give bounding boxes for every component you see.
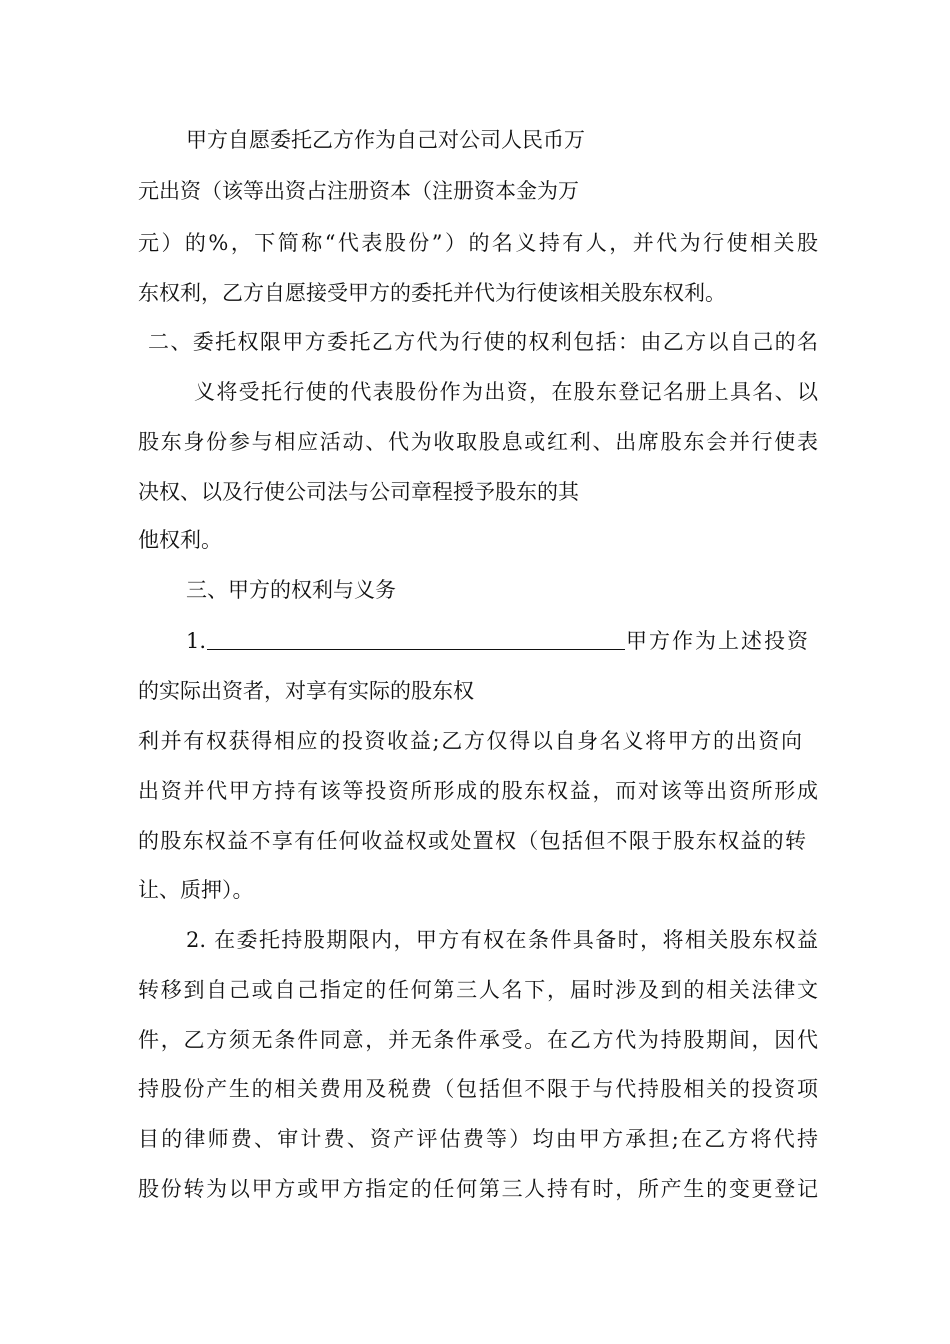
item-number: 1. xyxy=(186,629,207,653)
paragraph-line: 他权利。 xyxy=(138,528,222,552)
paragraph-line: 转移到自己或自己指定的任何第三人名下，届时涉及到的相关法律文 xyxy=(138,978,818,1002)
paragraph-line: 目的律师费、审计费、资产评估费等）均由甲方承担;在乙方将代持 xyxy=(138,1127,818,1151)
numbered-item-line xyxy=(186,627,810,655)
paragraph-line: 让、质押）。 xyxy=(138,878,254,902)
paragraph-line: 决权、以及行使公司法与公司章程授予股东的其 xyxy=(138,480,579,504)
paragraph-line: 件，乙方须无条件同意，并无条件承受。在乙方代为持股期间，因代 xyxy=(138,1028,818,1052)
paragraph-line: 义将受托行使的代表股份作为出资，在股东登记名册上具名、以 xyxy=(194,380,818,404)
paragraph-line: 持股份产生的相关费用及税费（包括但不限于与代持股相关的投资项 xyxy=(138,1077,818,1101)
paragraph-line: 出资并代甲方持有该等投资所形成的股东权益，而对该等出资所形成 xyxy=(138,779,818,803)
paragraph-line: 元）的%，下简称“代表股份”）的名义持有人，并代为行使相关股 xyxy=(138,231,818,255)
section-heading: 三、甲方的权利与义务 xyxy=(186,578,396,602)
paragraph-line: 利并有权获得相应的投资收益;乙方仅得以自身名义将甲方的出资向 xyxy=(138,729,802,753)
paragraph-line: 的实际出资者，对享有实际的股东权 xyxy=(138,679,474,703)
paragraph-line: 的股东权益不享有任何收益权或处置权（包括但不限于股东权益的转 xyxy=(138,829,806,853)
section-heading-line: 二、委托权限甲方委托乙方代为行使的权利包括：由乙方以自己的名 xyxy=(148,330,818,354)
numbered-item-line: 2. 在委托持股期限内，甲方有权在条件具备时，将相关股东权益 xyxy=(186,928,818,952)
paragraph-line: 元出资（该等出资占注册资本（注册资本金为万 xyxy=(138,179,579,203)
fill-in-blank xyxy=(207,627,625,650)
paragraph-line: 东权利，乙方自愿接受甲方的委托并代为行使该相关股东权利。 xyxy=(138,281,726,305)
item-text: 甲方作为上述投资 xyxy=(626,629,811,653)
paragraph-line: 股东身份参与相应活动、代为收取股息或红利、出席股东会并行使表 xyxy=(138,430,818,454)
paragraph-line: 甲方自愿委托乙方作为自己对公司人民币万 xyxy=(186,128,585,152)
paragraph-line: 股份转为以甲方或甲方指定的任何第三人持有时，所产生的变更登记 xyxy=(138,1177,818,1201)
